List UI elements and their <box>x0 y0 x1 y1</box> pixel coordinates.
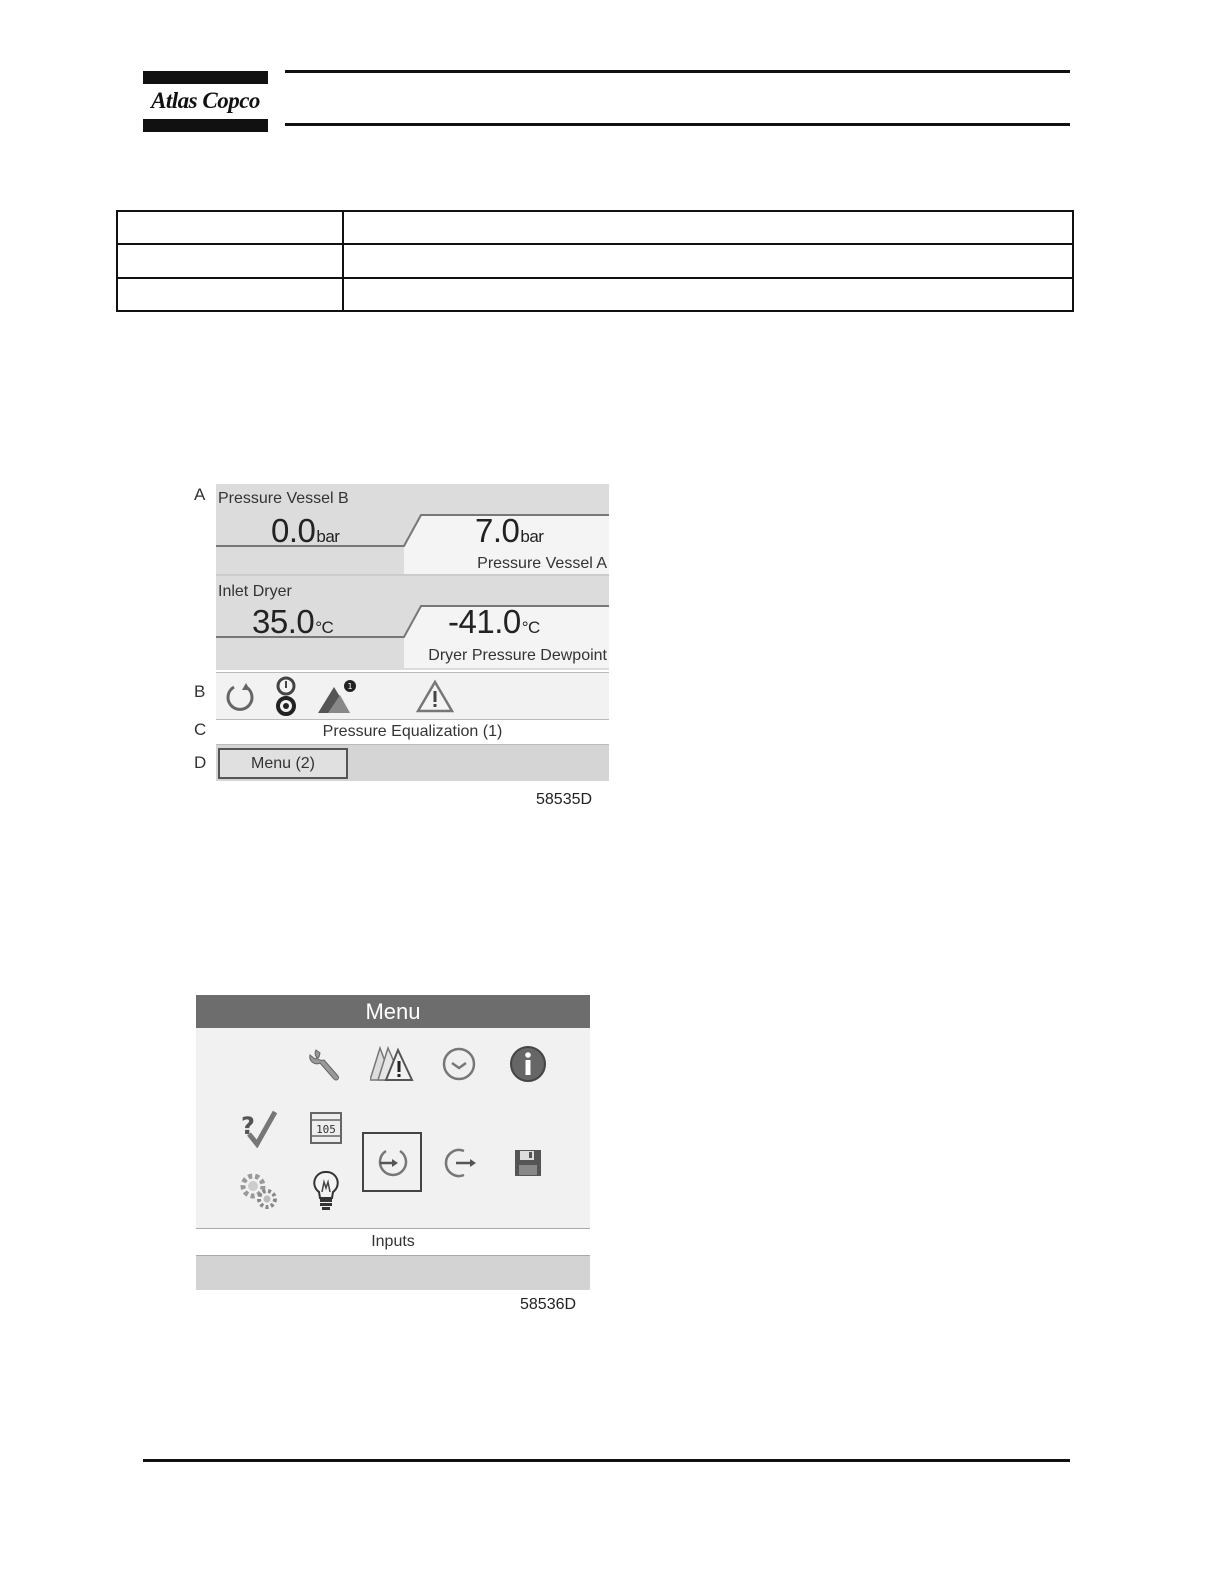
service-alarm-icon <box>316 679 360 715</box>
pressure-vessel-b-reading <box>271 512 339 550</box>
clock-icon[interactable] <box>442 1047 476 1081</box>
settings-gears-icon[interactable] <box>238 1171 280 1211</box>
footer-rule <box>143 1459 1070 1462</box>
inlet-dryer-reading <box>252 603 333 641</box>
help-check-icon[interactable] <box>237 1108 279 1148</box>
pressure-vessel-a-label: Pressure Vessel A <box>477 555 607 572</box>
counters-icon[interactable] <box>309 1111 343 1145</box>
inputs-icon[interactable] <box>376 1146 410 1180</box>
pressure-vessel-b-label: Pressure Vessel B <box>218 490 349 507</box>
header-rule-top <box>285 70 1070 73</box>
pressure-vessel-a-value: 7.0 <box>475 512 520 549</box>
svg-text:1: 1 <box>347 682 353 691</box>
table-row <box>117 211 1073 244</box>
table-cell <box>117 244 343 277</box>
menu-title: Menu <box>196 995 590 1028</box>
pressure-vessel-a-unit: bar <box>520 527 544 546</box>
inlet-dryer-value: 35.0 <box>252 603 315 640</box>
table-cell <box>343 211 1073 244</box>
motor-stopped-icon <box>274 675 298 717</box>
lightbulb-icon[interactable] <box>312 1170 340 1212</box>
main-screen-figure <box>194 482 610 817</box>
menu-button-bar <box>196 1256 590 1290</box>
automatic-operation-icon <box>224 681 256 713</box>
pressure-vessel-b-unit: bar <box>316 527 340 546</box>
table-cell <box>117 211 343 244</box>
save-icon[interactable] <box>513 1148 543 1178</box>
dewpoint-label: Dryer Pressure Dewpoint <box>428 647 607 664</box>
logo-bottom-bar <box>143 119 268 132</box>
inlet-dryer-label: Inlet Dryer <box>218 583 292 600</box>
warning-icon <box>416 679 454 713</box>
logo-wordmark: Atlas Copco <box>151 88 260 113</box>
table-cell <box>343 244 1073 277</box>
callout-c: C <box>194 720 207 739</box>
status-icon-row <box>216 672 609 719</box>
button-bar <box>216 745 609 781</box>
table-row <box>117 278 1073 311</box>
document-info-table <box>116 210 1074 312</box>
figure-code: 58536D <box>520 1296 577 1313</box>
outputs-icon[interactable] <box>442 1146 478 1180</box>
callout-d: D <box>194 753 207 772</box>
pressure-vessel-a-reading <box>475 512 543 550</box>
pressure-vessel-b-value: 0.0 <box>271 512 316 549</box>
table-cell <box>343 278 1073 311</box>
selected-item-label: Inputs <box>196 1228 590 1256</box>
inlet-dryer-unit: °C <box>315 618 334 637</box>
dewpoint-unit: °C <box>521 618 540 637</box>
logo-top-bar <box>143 71 268 84</box>
dewpoint-value: -41.0 <box>448 603 521 640</box>
event-history-icon[interactable] <box>370 1044 414 1082</box>
wrench-icon[interactable] <box>308 1046 344 1082</box>
atlas-copco-logo <box>143 71 268 132</box>
callout-a: A <box>194 485 206 504</box>
status-message: Pressure Equalization (1) <box>216 719 609 745</box>
menu-icon-grid <box>196 1028 590 1228</box>
controller-display <box>216 484 609 780</box>
value-section <box>216 484 609 670</box>
svg-text:105: 105 <box>316 1123 336 1136</box>
callout-b: B <box>194 682 206 701</box>
header-rule-bottom <box>285 123 1070 126</box>
table-row <box>117 244 1073 277</box>
dewpoint-reading <box>448 603 540 641</box>
info-icon[interactable] <box>509 1045 547 1083</box>
table-cell <box>117 278 343 311</box>
menu-screen-figure <box>196 995 591 1325</box>
menu-button[interactable]: Menu (2) <box>218 748 348 779</box>
figure-code: 58535D <box>536 791 593 808</box>
svg-text:?: ? <box>241 1112 255 1140</box>
